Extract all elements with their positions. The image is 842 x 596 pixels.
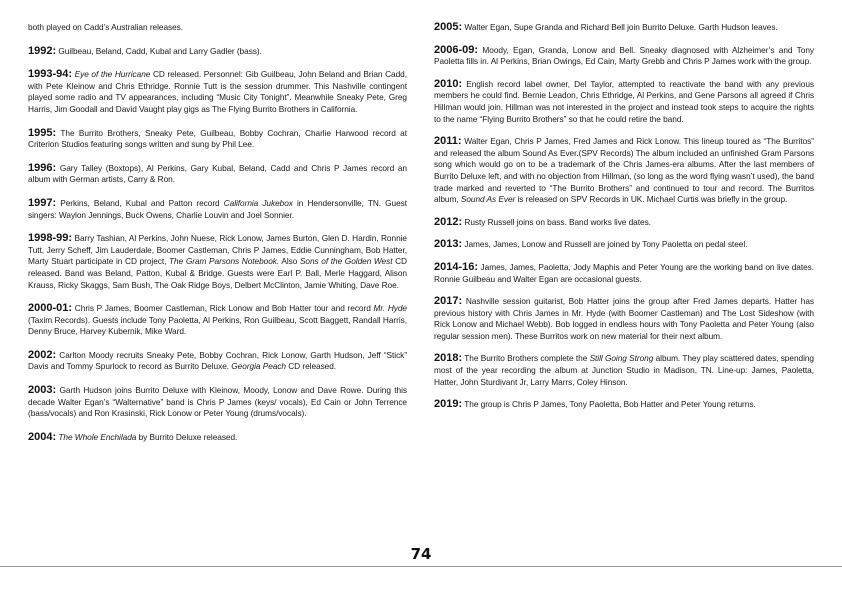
year-label: 2000-01: xyxy=(28,302,73,315)
entry-2017 xyxy=(434,296,814,342)
year-label: 2010: xyxy=(434,77,463,90)
intro-text: both played on Cadd’s Australian releases. xyxy=(28,22,184,32)
year-label: 1997: xyxy=(28,196,57,209)
year-label: 2004: xyxy=(28,430,57,443)
entry-text: The Burrito Brothers, Sneaky Pete, Guilbeau, Bobby Cochran, Charlie Harwood record at Criterion Studios featuring songs written and sung by Phil Lee. xyxy=(28,127,407,150)
intro-paragraph xyxy=(28,22,407,34)
entry-1997 xyxy=(28,198,407,221)
year-label: 1996: xyxy=(28,161,57,174)
entry-text: James, James, Paoletta, Jody Maphis and Peter Young are the working band on live dates. Ronnie Guilbeau and Walter Egan are occasional guests. xyxy=(434,261,814,284)
year-label: 2002: xyxy=(28,348,57,361)
entry-2010 xyxy=(434,79,814,125)
page-number: 74 xyxy=(410,545,432,563)
entry-2012 xyxy=(434,217,814,229)
year-label: 2017: xyxy=(434,295,463,308)
year-label: 2014-16: xyxy=(434,260,479,273)
entry-text: Gary Talley (Boxtops), Al Perkins, Gary Kubal, Beland, Cadd and Chris P James record an album with German artists, Carry & Ron. xyxy=(28,162,407,185)
entry-text: is released on SPV Records in UK. Michael Curtis was briefly in the group. xyxy=(515,194,788,205)
entry-text: CD released. Band was Beland, Patton, Kubal & Bridge. Guests were Earl P. Ball, Merle Haggard, Alison Krauss, Ricky Skaggs, Sam Bush, The Oak Ridge Boys, Delbert McClinton, Jamie Whiting, Dave Roe. xyxy=(28,256,408,290)
entry-2013 xyxy=(434,239,814,251)
album-title: Still Going Strong xyxy=(589,353,654,364)
entry-text: Walter Egan, Supe Granda and Richard Bell join Burrito Deluxe. Garth Hudson leaves. xyxy=(462,22,778,32)
entry-2000-01 xyxy=(28,303,407,338)
album-title: The Whole Enchilada xyxy=(58,431,137,442)
year-label: 2005: xyxy=(434,21,463,33)
entry-2014-16 xyxy=(434,262,814,285)
year-label: 2018: xyxy=(434,352,463,365)
year-label: 2003: xyxy=(28,384,57,397)
entry-text: CD released. xyxy=(285,361,337,372)
album-title: Sons of the Golden West xyxy=(299,256,393,267)
year-label: 1993-94: xyxy=(28,68,73,81)
album-title: Eye of the Hurricane xyxy=(74,69,151,80)
right-column xyxy=(434,22,814,422)
entry-text: (Taxim Records). Guests include Tony Paoletta, Al Perkins, Ron Guilbeau, Scott Baggett, Randall Harris, Denny Bruce, Harvey Kubernik, Mike Ward. xyxy=(28,314,407,337)
entry-text: Guilbeau, Beland, Cadd, Kubal and Larry Gadler (bass). xyxy=(56,45,262,56)
entry-text: The group is Chris P James, Tony Paoletta, Bob Hatter and Peter Young returns. xyxy=(462,399,756,410)
year-label: 2019: xyxy=(434,398,463,411)
entry-text: Barry Tashian, Al Perkins, John Nuese, Rick Lonow, James Burton, Glen D. Hardin, Ronnie Tutt, Jerry Scheff, Jim Lauderdale, Boomer Castleman, Chris P James, Eddie Cunningham, Bob Hatter, Marty Stuart participate in CD project, xyxy=(28,233,407,267)
entry-text: Walter Egan, Chris P James, Fred James and Rick Lonow. This lineup toured as “The Burritos” and released the album Sound As Ever.(SPV Records) The album included an unfinished Gram Parsons song which would go on to be a trademark of the Chris James-era albums. After the last members of Burrito Deluxe left, and with no objection from Hillman, (so long as the word flying wasn’t used), the band trade marked and reverted to “The Burrito Brothers” and continued to tour and record. The Burritos album, xyxy=(434,136,814,205)
album-title: The Gram Parsons Notebook. xyxy=(169,256,280,267)
entry-2002 xyxy=(28,350,407,373)
year-label: 2012: xyxy=(434,215,463,228)
entry-text: by Burrito Deluxe released. xyxy=(136,431,238,442)
album-title: California Jukebox xyxy=(223,197,293,208)
entry-2018 xyxy=(434,353,814,388)
year-label: 2013: xyxy=(434,238,463,251)
album-title: Mr. Hyde xyxy=(373,303,407,314)
entry-text: James, James, Lonow and Russell are joined by Tony Paoletta on pedal steel. xyxy=(462,239,748,250)
entry-text: CD released. Personnel: Gib Guilbeau, John Beland and Brian Cadd, with Pete Kleinow and Chris Ethridge. Ronnie Tutt is the session drummer. This Nashville contingent played some radio and TV appearances, including “Music City Tonight”. Meanwhile Sneaky Pete, Greg Harris, Jim Goodall and David Vaught play gigs as The Flying Burrito Brothers in California. xyxy=(28,69,407,114)
entry-text: Also xyxy=(279,256,300,267)
left-column xyxy=(28,22,407,455)
year-label: 1998-99: xyxy=(28,232,73,245)
entry-2011 xyxy=(434,136,814,206)
year-label: 1995: xyxy=(28,126,57,139)
entry-1998-99 xyxy=(28,233,407,291)
page-footer xyxy=(0,566,842,596)
year-label: 1992: xyxy=(28,44,57,57)
entry-2019 xyxy=(434,399,814,411)
entry-text: in Hendersonville, TN. Guest singers: Waylon Jennings, Buck Owens, Charlie Louvin and Joel Sonnier. xyxy=(28,197,408,220)
entry-2005 xyxy=(434,22,814,34)
album-title: Sound As Ever xyxy=(460,194,516,205)
entry-1995 xyxy=(28,128,407,151)
entry-text: Moody, Egan, Granda, Lonow and Bell. Sneaky diagnosed with Alzheimer’s and Tony Paoletta fills in. Al Perkins, Brian Owings, Ed Cain, Marty Grebb and Chris P James work with the group. xyxy=(434,44,814,67)
album-title: Georgia Peach xyxy=(231,361,286,372)
entry-1996 xyxy=(28,163,407,186)
entry-2006-09 xyxy=(434,45,814,68)
entry-text: Rusty Russell joins on bass. Band works live dates. xyxy=(462,216,651,227)
entry-text: Perkins, Beland, Kubal and Patton record xyxy=(56,197,224,208)
entry-text: Chris P James, Boomer Castleman, Rick Lonow and Bob Hatter tour and record xyxy=(72,303,374,314)
entry-1992 xyxy=(28,46,407,58)
entry-text: English record label owner, Del Taylor, attempted to reactivate the band with any previous members he could find. Bernie Leadon, Chris Ethridge, Al Perkins, and Gene Parsons all agreed if Chris Hillman would join. Hillman was not interested in the project and instead took steps to acquire the rights to the name “Flying Burrito Brothers” so that he could retire the band. xyxy=(434,78,814,124)
entry-text: Carlton Moody recruits Sneaky Pete, Bobby Cochran, Rick Lonow, Garth Hudson, Jeff “Stick” Davis and Tommy Spurlock to record as Burrito Deluxe. xyxy=(28,349,407,372)
year-label: 2006-09: xyxy=(434,43,479,56)
entry-text: The Burrito Brothers complete the xyxy=(462,353,590,364)
entry-text: album. They play scattered dates, spending most of the year recording the album at Junction Studio in Madison, TN. Line-up: James, Paoletta, Hatter, John Sturdivant Jr, Larry Marrs, Coley Hinson. xyxy=(434,353,814,387)
entry-text: Garth Hudson joins Burrito Deluxe with Kleinow, Moody, Lonow and Dave Rowe. During this decade Walter Egan’s “Walternative” band is Chris P James (keys/ vocals), Ed Cain or John Terrence (bass/vocals) and Ron Krasinski, Rick Lonow or Peter Young (drums/vocals). xyxy=(28,385,407,419)
entry-2004 xyxy=(28,432,407,444)
year-label: 2011: xyxy=(434,135,462,148)
entry-text: Nashville session guitarist, Bob Hatter joins the group after Fred James departs. Hatter has previous history with Chris James in Mr. Hyde (with Boomer Castleman) and The Lost Sideshow (with Rick Lonow and Michael Webb). Bob logged in endless hours with Tony Paoletta and Peter Young (also regular session men). These Burritos work on new material for their next album. xyxy=(434,296,814,341)
entry-1993-94 xyxy=(28,69,407,115)
entry-2003 xyxy=(28,385,407,420)
